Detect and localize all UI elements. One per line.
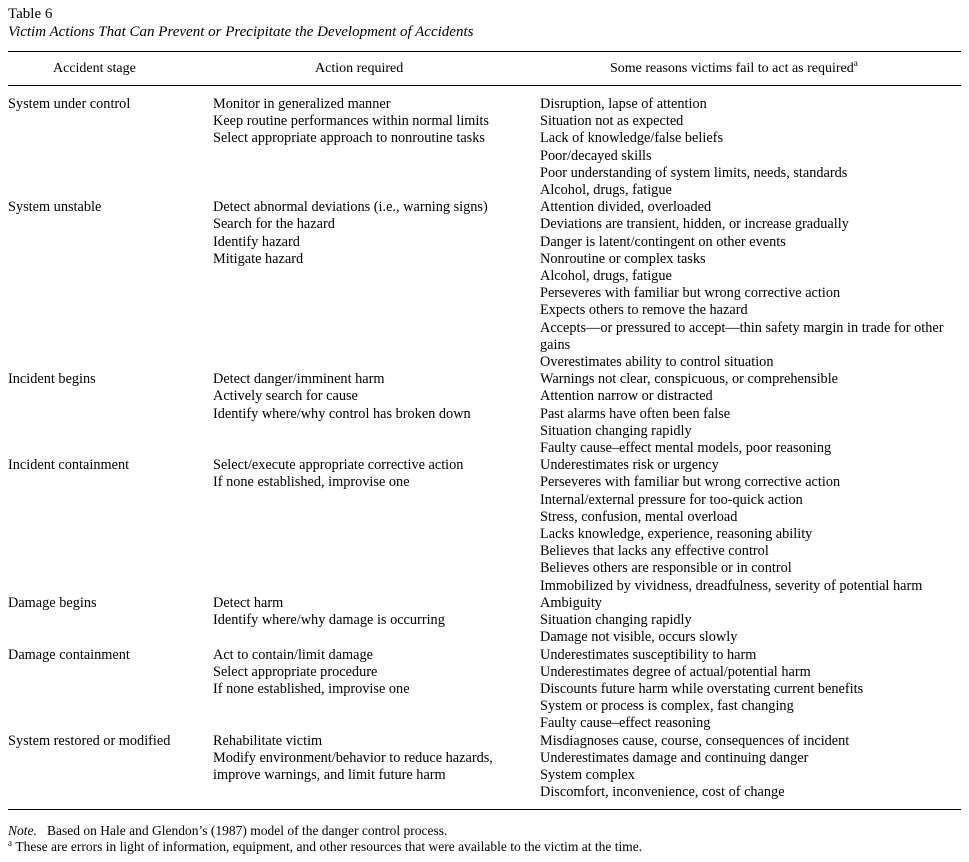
reason-item: System or process is complex, fast changing: [540, 698, 794, 715]
header-action-required: Action required: [315, 61, 404, 76]
cell-accident-stage: System under control: [8, 96, 131, 112]
action-item: Detect harm: [213, 594, 284, 611]
reason-item: Damage not visible, occurs slowly: [540, 629, 738, 646]
footnote-mark: a: [8, 838, 12, 849]
cell-reasons: [540, 733, 961, 802]
action-item: Modify environment/behavior to reduce hazards, improve warnings, and limit future harm: [213, 749, 493, 783]
reason-item: Faulty cause–effect reasoning: [540, 715, 711, 732]
table-header-row: [8, 52, 961, 85]
header-reasons: [610, 60, 858, 77]
cell-accident-stage: Damage containment: [8, 646, 130, 663]
reason-item: Alcohol, drugs, fatigue: [540, 268, 672, 285]
reason-item: Discounts future harm while overstating current benefits: [540, 680, 864, 697]
table-row: [8, 457, 961, 595]
action-item: If none established, improvise one: [213, 474, 410, 491]
reason-item: Internal/external pressure for too-quick action: [540, 491, 803, 508]
cell-action-required: [213, 647, 533, 699]
reason-item: Lack of knowledge/false beliefs: [540, 130, 724, 147]
cell-reasons: [540, 595, 961, 647]
action-item: Select appropriate procedure: [213, 663, 378, 680]
action-item: Monitor in generalized manner: [213, 96, 391, 112]
table-body: [8, 86, 961, 801]
reason-item: Discomfort, inconvenience, cost of change: [540, 784, 785, 801]
reason-item: Overestimates ability to control situation: [540, 354, 774, 371]
bottom-rule: [8, 809, 961, 810]
reason-item: Faulty cause–effect mental models, poor reasoning: [540, 440, 832, 457]
reason-item: Attention narrow or distracted: [540, 388, 713, 405]
action-item: Act to contain/limit damage: [213, 646, 374, 663]
note-line: [8, 823, 961, 839]
reason-item: Underestimates risk or urgency: [540, 457, 719, 474]
cell-action-required: [213, 595, 533, 629]
reason-item: Past alarms have often been false: [540, 405, 731, 422]
cell-reasons: [540, 96, 961, 199]
footnote-text: These are errors in light of information, equipment, and other resources that were available to the victim at the time.: [15, 839, 643, 855]
action-item: If none established, improvise one: [213, 680, 410, 697]
action-item: Identify hazard: [213, 233, 300, 250]
cell-action-required: [213, 733, 533, 785]
reason-item: Expects others to remove the hazard: [540, 302, 748, 319]
cell-accident-stage: Incident begins: [8, 371, 96, 388]
cell-action-required: [213, 96, 533, 148]
reason-item: Perseveres with familiar but wrong corrective action: [540, 474, 841, 491]
reason-item: Misdiagnoses cause, course, consequences of incident: [540, 732, 850, 749]
reason-item: Alcohol, drugs, fatigue: [540, 182, 672, 199]
action-item: Rehabilitate victim: [213, 732, 323, 749]
header-footnote-mark: a: [853, 58, 858, 68]
note-label: Note.: [8, 823, 37, 839]
reason-item: System complex: [540, 766, 635, 783]
note-text: Based on Hale and Glendon’s (1987) model of the danger control process.: [47, 823, 448, 839]
action-item: Mitigate hazard: [213, 250, 304, 267]
reason-item: Warnings not clear, conspicuous, or comprehensible: [540, 371, 839, 388]
reason-item: Believes others are responsible or in control: [540, 560, 792, 577]
action-item: Actively search for cause: [213, 388, 358, 405]
reason-item: Stress, confusion, mental overload: [540, 508, 738, 525]
reason-item: Situation changing rapidly: [540, 612, 692, 629]
action-item: Identify where/why damage is occurring: [213, 612, 445, 629]
cell-reasons: [540, 457, 961, 595]
cell-reasons: [540, 371, 961, 457]
reason-item: Accepts—or pressured to accept—thin safety margin in trade for other gains: [540, 319, 944, 353]
table-row: [8, 595, 961, 647]
action-item: Select appropriate approach to nonroutine tasks: [213, 130, 485, 147]
cell-accident-stage: Damage begins: [8, 594, 97, 611]
table-row: [8, 733, 961, 802]
header-accident-stage: Accident stage: [53, 61, 136, 76]
footnote-line: [8, 839, 961, 855]
cell-action-required: [213, 199, 533, 268]
reason-item: Poor/decayed skills: [540, 147, 652, 164]
table-label: Table 6: [8, 6, 53, 22]
table-row: [8, 371, 961, 457]
reason-item: Danger is latent/contingent on other events: [540, 233, 786, 250]
table-row: [8, 199, 961, 371]
reason-item: Ambiguity: [540, 594, 602, 611]
reason-item: Underestimates degree of actual/potential harm: [540, 663, 811, 680]
reason-item: Attention divided, overloaded: [540, 199, 712, 216]
table-container: [8, 5, 961, 855]
action-item: Search for the hazard: [213, 216, 335, 233]
reason-item: Underestimates susceptibility to harm: [540, 646, 757, 663]
reason-item: Disruption, lapse of attention: [540, 96, 707, 112]
reason-item: Situation changing rapidly: [540, 422, 692, 439]
action-item: Detect abnormal deviations (i.e., warning signs): [213, 199, 488, 216]
reason-item: Underestimates damage and continuing danger: [540, 749, 809, 766]
cell-reasons: [540, 199, 961, 371]
cell-accident-stage: System restored or modified: [8, 732, 171, 749]
reason-item: Lacks knowledge, experience, reasoning ability: [540, 526, 813, 543]
action-item: Keep routine performances within normal limits: [213, 113, 489, 130]
reason-item: Believes that lacks any effective control: [540, 543, 769, 560]
reason-item: Poor understanding of system limits, needs, standards: [540, 164, 848, 181]
reason-item: Perseveres with familiar but wrong corrective action: [540, 285, 841, 302]
reason-item: Nonroutine or complex tasks: [540, 250, 706, 267]
action-item: Detect danger/imminent harm: [213, 371, 385, 388]
action-item: Select/execute appropriate corrective action: [213, 457, 464, 474]
table-notes: [8, 823, 961, 855]
cell-accident-stage: Incident containment: [8, 457, 130, 474]
cell-action-required: [213, 371, 533, 423]
cell-action-required: [213, 457, 533, 491]
reason-item: Situation not as expected: [540, 113, 684, 130]
table-title: Victim Actions That Can Prevent or Precipitate the Development of Accidents: [8, 24, 474, 40]
reason-item: Deviations are transient, hidden, or increase gradually: [540, 216, 849, 233]
table-row: [8, 96, 961, 199]
table-row: [8, 647, 961, 733]
cell-accident-stage: System unstable: [8, 199, 102, 216]
header-reasons-text: Some reasons victims fail to act as required: [610, 61, 854, 76]
action-item: Identify where/why control has broken down: [213, 405, 471, 422]
reason-item: Immobilized by vividness, dreadfulness, severity of potential harm: [540, 577, 923, 594]
cell-reasons: [540, 647, 961, 733]
